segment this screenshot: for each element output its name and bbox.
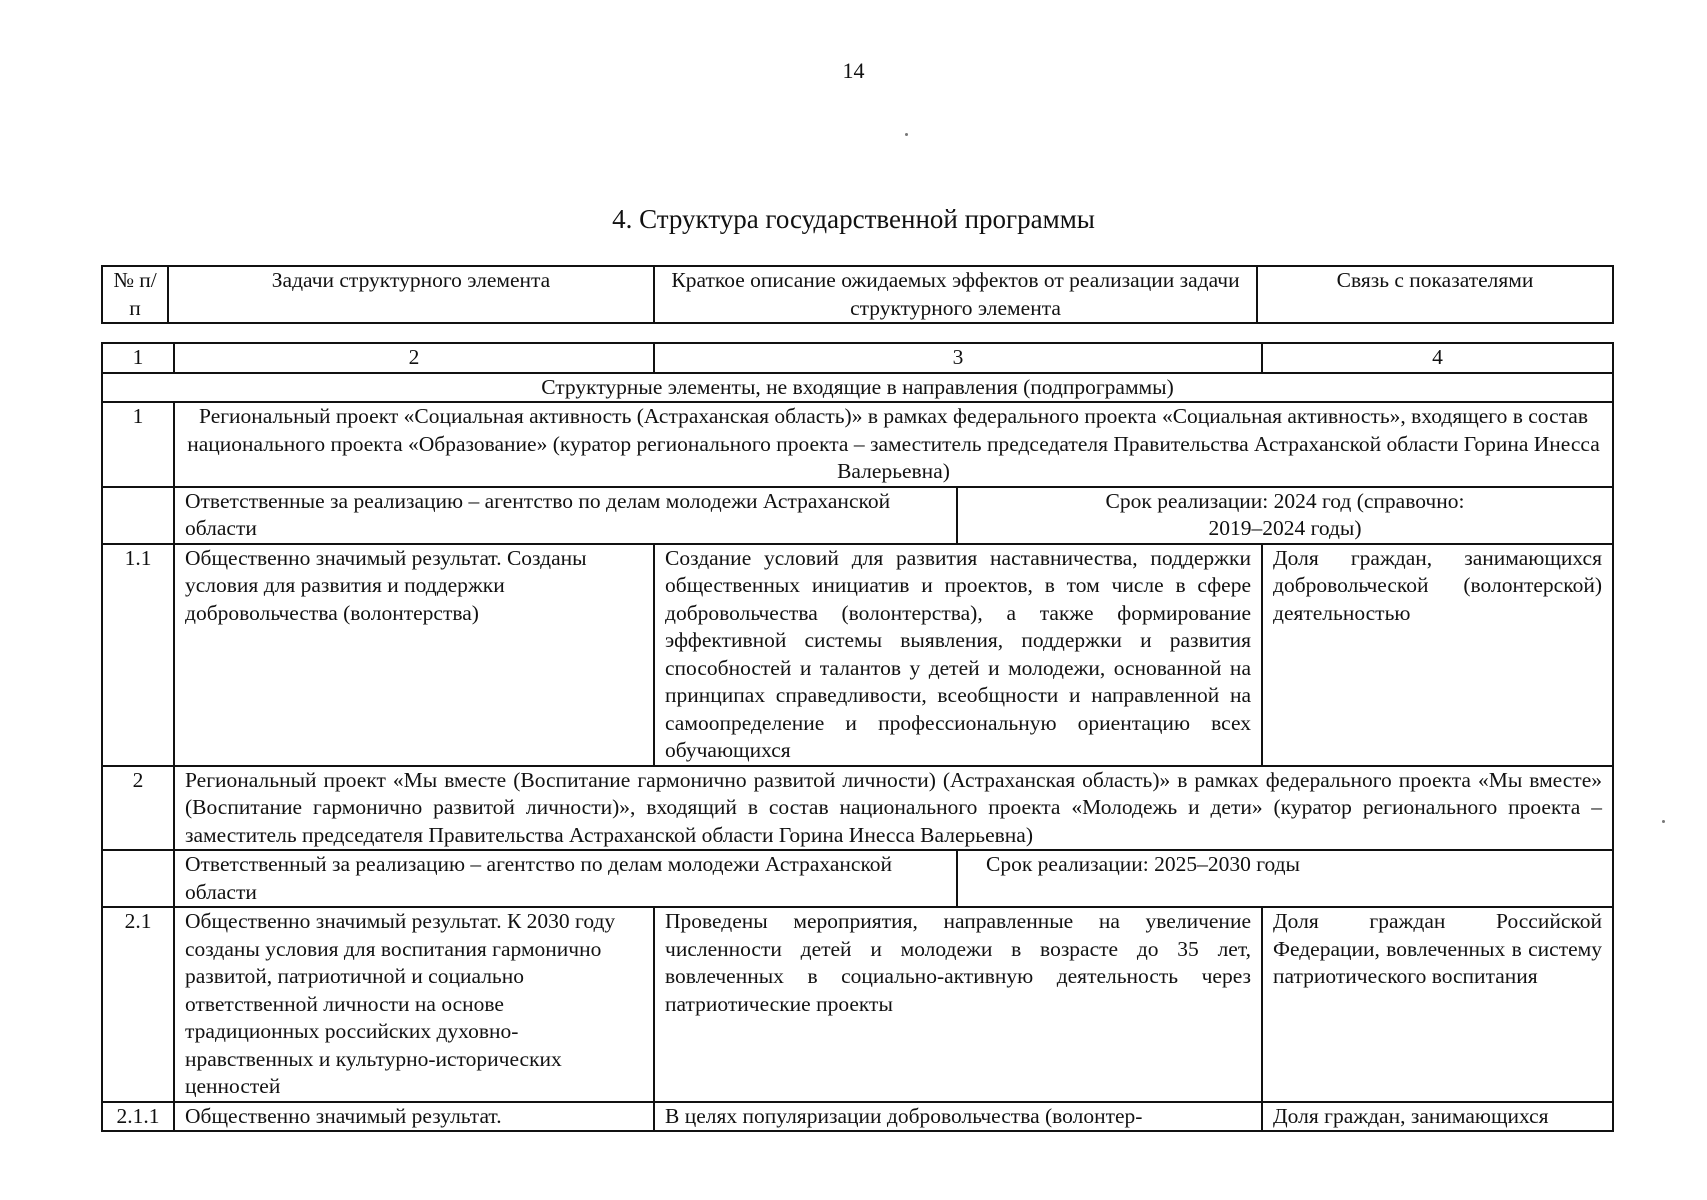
project-responsible: Ответственный за реализацию – агентство по делам молодежи Астраханской области	[174, 850, 957, 907]
item-link: Доля граждан, занимающихся	[1262, 1102, 1613, 1132]
scan-speck	[905, 133, 908, 136]
table-row	[102, 1102, 1613, 1132]
item-link: Доля граждан Российской Федерации, вовлеченных в систему патриотического воспитания	[1262, 907, 1613, 1102]
table-row	[102, 544, 1613, 766]
column-number: 2	[174, 343, 654, 373]
project-row	[102, 402, 1613, 487]
project-meta-row	[102, 487, 1613, 544]
item-task: Общественно значимый результат. Созданы условия для развития и поддержки добровольчества (волонтерства)	[174, 544, 654, 766]
header-col-tasks: Задачи структурного элемента	[168, 266, 654, 323]
header-col-effects: Краткое описание ожидаемых эффектов от реализации задачи структурного элемента	[654, 266, 1257, 323]
header-row	[102, 266, 1613, 323]
project-meta-row	[102, 850, 1613, 907]
item-effect: Проведены мероприятия, направленные на увеличение численности детей и молодежи в возрасте до 35 лет, вовлеченных в социально-активную деятельность через патриотические проекты	[654, 907, 1262, 1102]
item-task: Общественно значимый результат.	[174, 1102, 654, 1132]
project-number: 2	[102, 766, 174, 851]
header-col-num: № п/п	[102, 266, 168, 323]
scan-speck	[1662, 820, 1665, 823]
project-title: Региональный проект «Мы вместе (Воспитание гармонично развитой личности) (Астраханская область)» в рамках федерального проекта «Мы вместе» (Воспитание гармонично развитой личности)», входящий в состав национального проекта «Молодежь и дети» (куратор регионального проекта – заместитель председателя Правительства Астраханской области Горина Инесса Валерьевна)	[174, 766, 1613, 851]
column-number-row	[102, 343, 1613, 373]
page-number: 14	[842, 58, 865, 83]
table-row	[102, 907, 1613, 1102]
section-title: 4. Структура государственной программы	[612, 204, 1095, 234]
column-number: 1	[102, 343, 174, 373]
column-number: 4	[1262, 343, 1613, 373]
project-term: Срок реализации: 2025–2030 годы	[957, 850, 1613, 907]
item-task: Общественно значимый результат. К 2030 году созданы условия для воспитания гармонично развитой, патриотичной и социально ответственной личности на основе традиционных российских духовно-нравственных и культурно-исторических ценностей	[174, 907, 654, 1102]
project-responsible: Ответственные за реализацию – агентство по делам молодежи Астраханской области	[174, 487, 957, 544]
item-effect: Создание условий для развития наставничества, поддержки общественных инициатив и проектов, в том числе в сфере добровольчества (волонтерства), а также формирование эффективной системы выявления, поддержки и развития способностей и талантов у детей и молодежи, основанной на принципах справедливости, всеобщности и направленной на самоопределение и профессиональную ориентацию всех обучающихся	[654, 544, 1262, 766]
project-term: Срок реализации: 2024 год (справочно: 2019–2024 годы)	[957, 487, 1613, 544]
column-number: 3	[654, 343, 1262, 373]
item-link: Доля граждан, занимающихся добровольческой (волонтерской) деятельностью	[1262, 544, 1613, 766]
item-number: 2.1.1	[102, 1102, 174, 1132]
group-title: Структурные элементы, не входящие в направления (подпрограммы)	[102, 373, 1613, 403]
project-number: 1	[102, 402, 174, 487]
group-title-row	[102, 373, 1613, 403]
structure-table	[101, 342, 1614, 1132]
table-header	[101, 265, 1614, 324]
item-effect: В целях популяризации добровольчества (волонтер-	[654, 1102, 1262, 1132]
project-row	[102, 766, 1613, 851]
project-title: Региональный проект «Социальная активность (Астраханская область)» в рамках федерального проекта «Социальная активность», входящего в состав национального проекта «Образование» (куратор регионального проекта – заместитель председателя Правительства Астраханской области Горина Инесса Валерьевна)	[174, 402, 1613, 487]
item-number: 1.1	[102, 544, 174, 766]
header-col-link: Связь с показателями	[1257, 266, 1613, 323]
item-number: 2.1	[102, 907, 174, 1102]
